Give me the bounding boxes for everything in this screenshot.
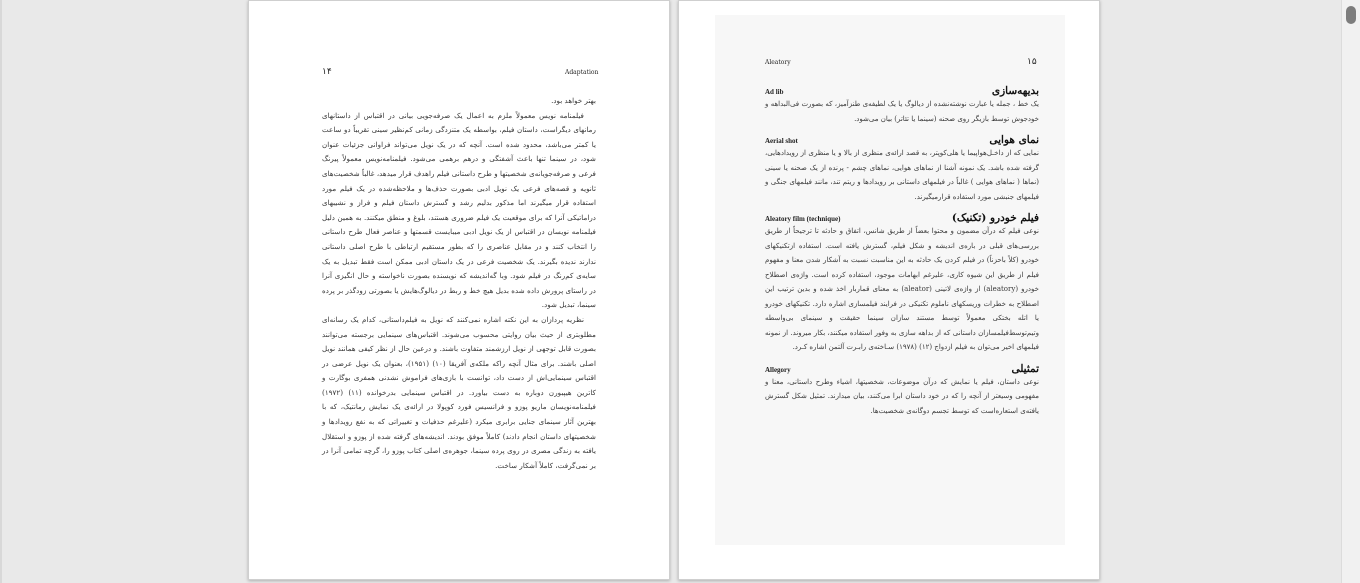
term-english: Aleatory film (technique) (765, 215, 841, 223)
entry-definition: نمایی که از داخـل‌هواپیما یا هلی‌کوپتر، به قصد ارائه‌ی منظری از بالا و یا منظری از رویدادهایی، گرفته شده باشد. یک نمونه آشنا از نماهای هوایی، نماهای چشم - پرنده از یک صحنه یا سینی (نماها ( نماهای هوایی ) غالباً در فیلمهای داستانی بر رویدادها و ریتم تند، مانند فیلمهای جنگی‌ و فیلمهای جنبشی مورد استفاده قرارمیگیرند. (765, 149, 1039, 201)
paragraph: بهتر خواهد بود. (551, 96, 596, 105)
glossary-entry (765, 212, 1039, 355)
entry-definition: نوعی داستان، فیلم یا نمایش که درآن موضوعات، شخصیتها، اشیاء وطرح داستانی، معنا و مفهومی وسیعتر از آنچه را که در خود داستان ابرا می‌کنند، بیان میدارند. تمثیل شکل گسترش یافته‌ی استعاره‌است که توسط تجسم دوگانه‌ی شخصیت‌ها. (765, 377, 1039, 415)
entry-definition: نوعی فیلم که درآن مضمون و محتوا بعضاً از طریق شانس، اتفاق و حادثه تا ترجیحاً از طریق بررسی‌های قبلی در باره‌ی اندیشه و شکل فیلم، گسترش یافته است. استفاده ازتکنیکهای خودرو (کلاً باحزناً) در فیلم کردن یک حادثه به این مناسبت نسبت به آشکار شدن معنا و مفهوم فیلم از طریق این شیوه کاری، علیرغم ابهامات موجود، استفاده کرده است. واژه‌ی اصطلاح خودرو (aleatory) از واژه‌ی لاتینی (aleator) به معنای قماربار اخذ شده و بدین ترتیب این اصطلاح به خطرات وریسکهای ناملوم تکنیکی در فرایند فیلمسازی اشاره دارد. تکنیکهای خودرو یا اتله بختکی معمولاً توسط مستند سازان سینما حقیقت و سینمای بی‌واسطه وتیم‌توسط‌فیلمسازان داستانی که از بداهه سازی به وفور استفاده میکنند، بکار میروند. از نمونه فیلمهای اخیر می‌توان به فیلم ازدواج (۱۲) (۱۹۷۸) سـاخته‌ی رابـرت آلتمن اشاره کـرد. (765, 227, 1039, 351)
running-head: Aleatory (765, 59, 791, 66)
glossary-entry (765, 134, 1039, 204)
running-head: Adaptation (565, 69, 599, 76)
term-english: Allegory (765, 365, 791, 374)
page-number: ۱۴ (322, 67, 332, 77)
term-english: Aerial shot (765, 137, 798, 145)
document-page-right (678, 0, 1100, 580)
glossary-entry (765, 363, 1039, 419)
page-body (322, 94, 596, 473)
paragraph: فیلمنامه نویس معمولاً ملزم به اعمال یک صرفه‌جویی بیانی در اقتباس از داستانهای رمانهای دیگراست، داستان فیلم، بواسطه یک متنزدگی زمانی کم‌نظیر سینی تقریباً دو ساعت یا کمتر می‌باشد، محدود شده است. آنچه که در یک نویل می‌تواند فراوانی جزئیات عنوان شود، در سینما تنها باعث آشفتگی و درهم برهمی می‌شود. فیلمنامه‌نویس معمولاً پیرنگ فرعی و صرفه‌جویانه‌ی شخصیتها و طرح داستانی فیلم را‌هدف قرار میدهد، غالباً شخصیت‌های ثانویه و قصه‌های فرعی یک نویل ادبی بصورت حذف‌ها و ملاحظه‌شده در یک فیلم مورد استفاده قرار میگیرند اما مذکور بدلیم رشد و گسترش داستان فیلم و فراز و نشیبهای دراماتیکی آنرا که برای موقعیت یک فیلم ضروری هستند، بلوغ و منطق میکنند. به همین دلیل فیلمنامه نویسان در اقتباس از یک نویل ادبی میبایست قسمتها و عناصر فعال طرح داستانی را انتخاب کنند و در مقابل عناصری را که بطور مستقیم ارتباطی با طرح اصلی داستانی ندارند ندیده بگیرند. یک شخصیت فرعی در یک داستان ادبی ممکن است فقط تبدیل به یک سایه‌ی کم‌رنگ در فیلم شود. وبا گه‌اندیشه که نویسنده بصورت ناخواسته و حال انگیزی آنرا در راستای پرورش داده شده بدیل هیچ خط و ربط در دیالوگ‌هایش یا بصورتی زودگذر بر پرده سینما، تبدیل شود. (322, 110, 596, 310)
document-page-left (248, 0, 670, 580)
glossary (765, 85, 1039, 426)
scrollbar-thumb[interactable] (1346, 6, 1356, 24)
term-english: Ad lib (765, 88, 784, 96)
glossary-entry (765, 85, 1039, 126)
entry-definition: یک خط ، جمله یا عبارت نوشته‌نشده از دیالوگ یا یک لطیفه‌ی طنزآمیز، که بصورت فی‌البداهه و خودجوش توسط بازیگر روی صحنه (سینما یا تئاتر) بیان می‌شود. (765, 100, 1039, 123)
term-persian: تمثیلی (1011, 362, 1039, 375)
vertical-scrollbar[interactable] (1341, 0, 1360, 583)
term-persian: بدیهه‌سازی (991, 85, 1039, 97)
paragraph: نظریه پردازان به این نکته اشاره نمی‌کنند که نویل به فیلم‌داستانی، کدام یک رسانه‌ای مطلوبتری از حیث بیان روایتی محسوب می‌شوند. اقتباس‌های سینمایی برجسته می‌توانند بصورت قابل توجهی از نویل ارزشمند متفاوت باشند. و درعین حال از نظر کیفی همانند نویل اصلی باشند. برای مثال آنچه راکه ملکه‌ی آفریقا (۱۰) (۱۹۵۱)، بعنوان یک نویل عرضی در اقتباس سینمایی‌اش از دست داد، توانست با بازی‌های فراموش نشدنی همفری بوگارت و کاترین هیپبورن دوباره به دست بیاورد. در اقتباس سینمایی بدرخوانده (۱۱) (۱۹۷۲) فیلمنامه‌نویسان ماریو پوزو و فرانسیس فورد کوپولا در ارائه‌ی یک نمایش رمانتیک، که با بهترین آثار سینمای جنایی برابری میکرد (علیرغم حذفیات و تغییراتی که به نفع رویدادها و شخصیتهای داستان انجام دادند) کاملاً موفق بودند. اندیشه‌های گرفته شده از پوزو و استقلال یافته به زندگی مصری در روی پرده سینما، جوهره‌ی اصلی کتاب پوزو را، گرچه تمامی آنرا در بر نمی‌گرفت، کاملاً آشکار ساخت. (322, 314, 596, 470)
term-persian: فیلم خودرو (تکنیک) (951, 212, 1039, 224)
page-number: ۱۵ (1027, 57, 1037, 67)
term-persian: نمای هوایی (989, 134, 1039, 146)
